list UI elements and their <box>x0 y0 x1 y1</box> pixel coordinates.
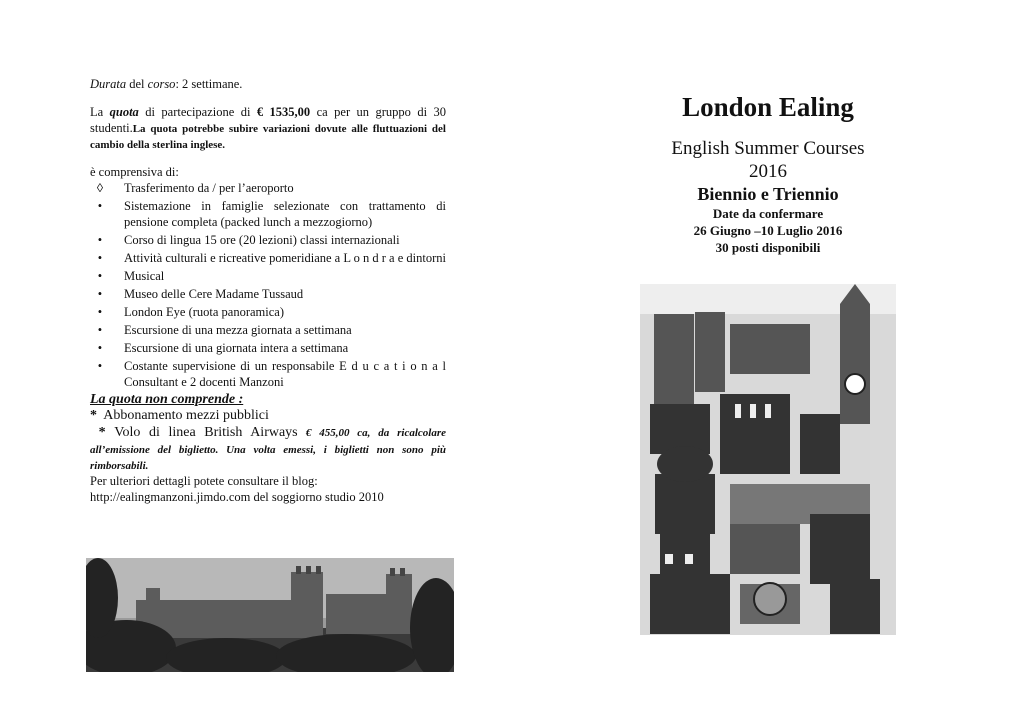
includes-list <box>90 180 446 390</box>
includes-item-text: Corso di lingua 15 ore (20 lezioni) classi internazionali <box>124 233 400 247</box>
bullet-marker: • <box>97 359 103 373</box>
duration-label: Durata <box>90 77 127 91</box>
page-title: London Ealing <box>682 92 854 122</box>
duration-line <box>90 76 446 92</box>
includes-item-text: Attività culturali e ricreative pomeridiane a L o n d r a e dintorni <box>124 251 446 265</box>
fee-paragraph <box>90 104 446 152</box>
includes-item-text: Museo delle Cere Madame Tussaud <box>124 287 304 301</box>
flight-note: € 455,00 ca, da ricalcolare all’emissione del biglietto. Una volta emessi, i biglietti non sono più rimborsabili. <box>90 427 446 472</box>
includes-item-text: London Eye (ruota panoramica) <box>124 305 285 319</box>
bullet-marker: • <box>97 341 103 355</box>
exclude-item-transport <box>90 408 446 424</box>
includes-item-text: Sistemazione in famiglie selezionate con trattamento di pensione completa (packed lunch a mezzogiorno) <box>124 199 446 229</box>
includes-item <box>90 268 446 284</box>
includes-item <box>90 250 446 266</box>
duration-value: : 2 settimane. <box>175 77 243 91</box>
includes-item <box>90 340 446 356</box>
places: 30 posti disponibili <box>715 240 821 255</box>
includes-item-text: Musical <box>124 269 165 283</box>
duration-del: del <box>129 77 145 91</box>
exclude-mark-1: * <box>90 408 97 423</box>
includes-item-text: Trasferimento da / per l’aeroporto <box>124 181 294 195</box>
includes-heading: è comprensiva di: <box>90 165 179 179</box>
includes-item <box>90 304 446 320</box>
fee-text-2: di partecipazione di <box>145 105 251 119</box>
exclude-text-2: Volo di linea British Airways <box>114 425 298 440</box>
subtitle-year: 2016 <box>749 161 787 182</box>
level-label: Biennio e Triennio <box>697 184 839 204</box>
exclude-mark-2: * <box>98 425 106 440</box>
fee-amount: € 1535,00 <box>256 105 311 119</box>
dates-note: Date da confermare <box>712 206 824 221</box>
exclude-item-flight <box>90 424 446 473</box>
fee-text-3: ca per un gruppo di 30 studenti. <box>90 105 446 135</box>
castle-photo <box>86 558 454 672</box>
course-info-column <box>90 76 446 505</box>
title-column <box>640 90 896 256</box>
bullet-marker: • <box>97 323 103 337</box>
bullet-marker: • <box>97 199 103 213</box>
includes-item-text: Costante supervisione di un responsabile E d u c a t i o n a l Consultant e 2 docenti Manzoni <box>124 359 446 389</box>
bullet-marker: • <box>97 269 103 283</box>
includes-item-text: Escursione di una mezza giornata a settimana <box>124 323 352 337</box>
includes-item <box>90 358 446 390</box>
fee-note: La quota potrebbe subire variazioni dovute alle fluttuazioni del cambio della sterlina inglese. <box>90 123 446 151</box>
fee-text-1: La <box>90 105 104 119</box>
includes-item <box>90 180 446 196</box>
dates: 26 Giugno –10 Luglio 2016 <box>693 223 843 238</box>
blog-url: http://ealingmanzoni.jimdo.com del soggiorno studio 2010 <box>90 490 384 504</box>
includes-item-text: Escursione di una giornata intera a settimana <box>124 341 349 355</box>
blog-text: Per ulteriori dettagli potete consultare il blog: <box>90 474 318 488</box>
includes-item <box>90 286 446 302</box>
london-collage-image <box>640 284 896 635</box>
bullet-marker: ◊ <box>96 181 104 195</box>
bullet-marker: • <box>97 233 103 247</box>
exclude-text-1: Abbonamento mezzi pubblici <box>103 408 269 423</box>
bullet-marker: • <box>97 251 103 265</box>
bullet-marker: • <box>97 287 103 301</box>
includes-item <box>90 232 446 248</box>
includes-item <box>90 198 446 230</box>
includes-item <box>90 322 446 338</box>
excludes-heading: La quota non comprende : <box>90 392 244 407</box>
fee-quota: quota <box>109 105 139 119</box>
bullet-marker: • <box>97 305 103 319</box>
subtitle-courses: English Summer Courses <box>671 138 865 159</box>
duration-corso: corso <box>147 77 176 91</box>
